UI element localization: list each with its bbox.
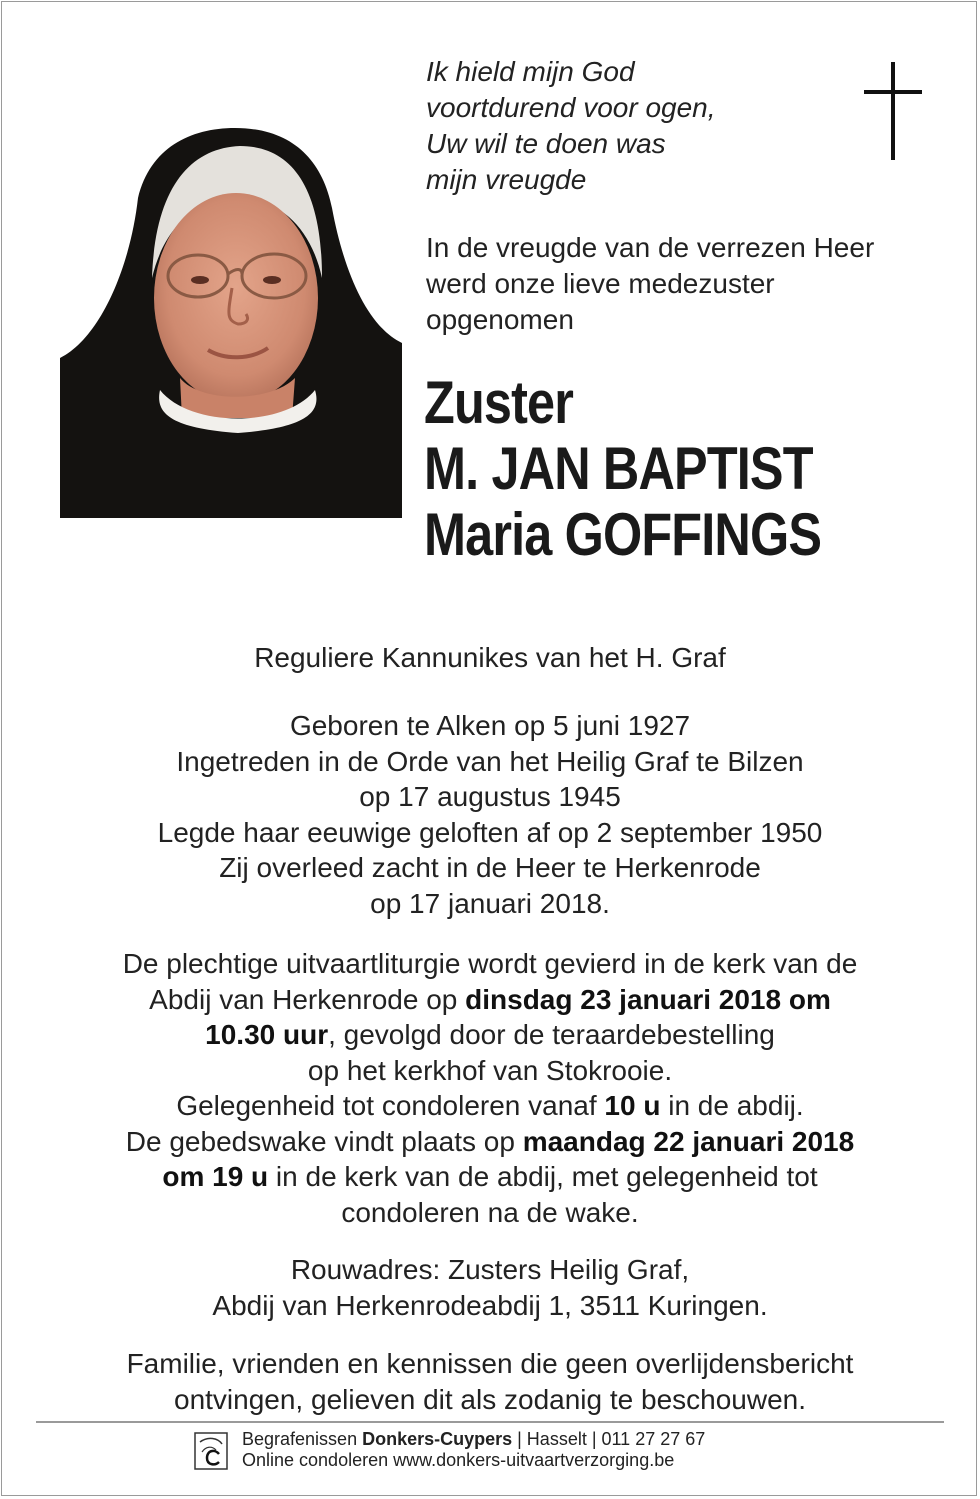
footer-info	[242, 1429, 942, 1471]
intro-line: werd onze lieve medezuster	[426, 268, 775, 299]
name-religious: M. JAN BAPTIST	[424, 435, 813, 502]
bio-line: op 17 januari 2018.	[370, 887, 610, 919]
funeral-date: dinsdag 23 januari 2018 om	[465, 983, 831, 1015]
bio-line: op 17 augustus 1945	[359, 781, 621, 812]
note-line: ontvingen, gelieven dit als zodanig te beschouwen.	[174, 1383, 806, 1415]
funeral-line: Gelegenheid tot condoleren vanaf 10 u in de abdij.	[176, 1090, 804, 1121]
quote-line: Uw wil te doen was	[426, 128, 666, 159]
cross-icon	[864, 62, 922, 160]
bio-line: Ingetreden in de Orde van het Heilig Graf te Bilzen	[176, 745, 804, 777]
mourning-address	[40, 1252, 940, 1323]
bio-line: Zij overleed zacht in de Heer te Herkenrode	[219, 852, 761, 883]
funeral-line: Abdij van Herkenrode op dinsdag 23 januari 2018 om	[149, 983, 831, 1015]
footer-divider	[36, 1421, 944, 1423]
name-civil: Maria GOFFINGS	[424, 501, 822, 568]
address-line: Rouwadres: Zusters Heilig Graf,	[290, 1254, 690, 1285]
funeral-line: 10.30 uur, gevolgd door de teraardebestelling	[205, 1019, 775, 1050]
condolence-time: 10 u	[604, 1090, 661, 1121]
congregation: Reguliere Kannunikes van het H. Graf	[254, 642, 726, 673]
wake-date: maandag 22 januari 2018	[522, 1125, 855, 1157]
quote-line: mijn vreugde	[426, 164, 587, 195]
note-line: Familie, vrienden en kennissen die geen overlijdensbericht	[126, 1348, 854, 1379]
footer-online-line: Online condoleren www.donkers-uitvaartverzorging.be	[242, 1450, 675, 1470]
portrait-photo	[60, 128, 402, 518]
bible-quote	[426, 54, 846, 198]
funeral-line: condoleren na de wake.	[341, 1196, 639, 1228]
funeral-details	[40, 946, 940, 1230]
funeral-home-logo-icon	[194, 1432, 228, 1470]
funeral-line: op het kerkhof van Stokrooie.	[307, 1054, 673, 1086]
deceased-name	[424, 370, 878, 568]
funeral-line: De plechtige uitvaartliturgie wordt gevierd in de kerk van de	[122, 948, 858, 979]
funeral-line: De gebedswake vindt plaats op maandag 22 januari 2018	[125, 1125, 855, 1157]
intro-line: In de vreugde van de verrezen Heer	[426, 232, 875, 263]
bio-line: Geboren te Alken op 5 juni 1927	[289, 710, 691, 741]
funeral-line: om 19 u in de kerk van de abdij, met gelegenheid tot	[162, 1161, 818, 1192]
quote-line: Ik hield mijn God	[426, 56, 635, 87]
bio-line: Legde haar eeuwige geloften af op 2 september 1950	[157, 816, 823, 848]
company-name: Donkers-Cuypers	[362, 1429, 513, 1449]
address-line: Abdij van Herkenrodeabdij 1, 3511 Kuringen.	[212, 1289, 768, 1321]
biography	[40, 708, 940, 921]
name-title: Zuster	[424, 369, 573, 436]
notice-note	[40, 1346, 940, 1417]
footer-company-line: Begrafenissen Donkers-Cuypers | Hasselt | 011 27 27 67	[242, 1429, 706, 1449]
intro-text	[426, 230, 946, 338]
wake-time: om 19 u	[162, 1161, 269, 1192]
intro-line: opgenomen	[426, 304, 574, 335]
quote-line: voortdurend voor ogen,	[426, 92, 716, 123]
funeral-time: 10.30 uur	[205, 1019, 329, 1050]
